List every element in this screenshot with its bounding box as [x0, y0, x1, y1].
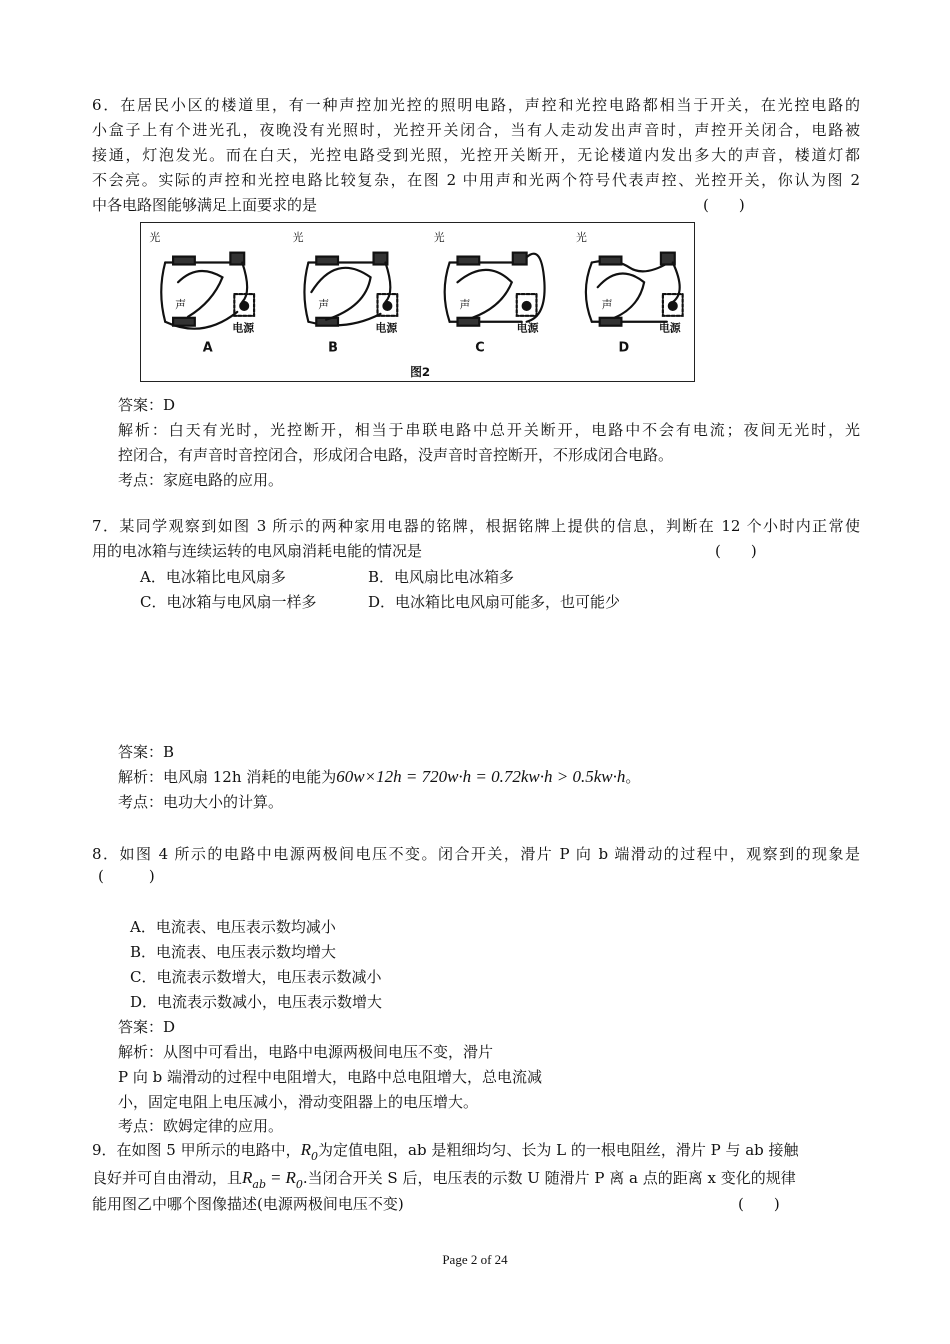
q9-rab-symbol: R — [242, 1168, 253, 1187]
circuit-c-sound-switch — [457, 318, 479, 326]
q7-analysis-suffix: 。 — [625, 768, 641, 786]
circuit-c-power-terminal — [523, 302, 531, 310]
figure-caption: 图2 — [410, 365, 431, 380]
q6-line-1: 6．在居民小区的楼道里，有一种声控加光控的照明电路，声控和光控电路都相当于开关，在光控电路的 — [92, 96, 860, 114]
q7-line-1: 7．某同学观察到如图 3 所示的两种家用电器的铭牌，根据铭牌上提供的信息，判断在 12 个小时内正常使 — [92, 517, 860, 535]
circuit-diagram-svg — [141, 223, 694, 381]
circuit-label-a: A — [202, 340, 213, 356]
q8-answer: 答案：D — [118, 1018, 176, 1036]
circuit-d-wire-right — [673, 263, 680, 303]
circuit-d-wire-left — [586, 263, 592, 322]
q7-option-a: A．电冰箱比电风扇多 — [140, 568, 286, 586]
q9-bracket: ( ) — [738, 1195, 780, 1213]
q8-option-c: C．电流表示数增大，电压表示数减小 — [130, 968, 382, 986]
q8-option-b: B．电流表、电压表示数均增大 — [130, 943, 337, 961]
q6-analysis-1: 解析：白天有光时，光控断开，相当于串联电路中总开关断开，电路中不会有电流；夜间无光时，光 — [118, 421, 860, 439]
q9-line-1-end: 为定值电阻，ab 是粗细均匀、长为 L 的一根电阻丝，滑片 P 与 ab 接触 — [318, 1141, 799, 1159]
q9-line-1 — [92, 1140, 799, 1167]
q8-option-a: A．电流表、电压表示数均减小 — [130, 918, 336, 936]
q6-line-5: 中各电路图能够满足上面要求的是 — [92, 196, 318, 214]
q7-point: 考点：电功大小的计算。 — [118, 793, 284, 811]
q6-bracket: ( ) — [703, 196, 745, 214]
q9-rab-subscript: ab — [252, 1178, 267, 1191]
q9-r0-symbol: R — [300, 1140, 312, 1159]
circuit-a-wire-left — [161, 263, 165, 322]
q7-option-d: D．电冰箱比电风扇可能多，也可能少 — [368, 593, 621, 611]
q7-answer: 答案：B — [118, 743, 175, 761]
circuit-b-power-terminal — [383, 302, 391, 310]
light-label-b: 光 — [292, 230, 304, 244]
q6-analysis-2: 控闭合，有声音时音控闭合，形成闭合电路，没声音时音控断开，不形成闭合电路。 — [118, 446, 674, 464]
q6-line-2: 小盒子上有个进光孔，夜晚没有光照时，光控开关闭合，当有人走动发出声音时，声控开关闭合，电路被 — [92, 121, 860, 139]
q7-analysis-prefix: 解析：电风扇 12h 消耗的电能为 — [118, 768, 337, 786]
circuit-a — [161, 253, 254, 329]
q8-option-d: D．电流表示数减小，电压表示数增大 — [130, 993, 383, 1011]
q7-analysis — [118, 767, 640, 787]
q8-point: 考点：欧姆定律的应用。 — [118, 1117, 284, 1135]
circuit-a-power-terminal — [240, 302, 248, 310]
light-label-d: 光 — [575, 230, 587, 244]
q9-line-2-end: .当闭合开关 S 后，电压表的示数 U 随滑片 P 离 a 点的距离 x 变化的规律 — [302, 1169, 796, 1187]
q9-line-3: 能用图乙中哪个图像描述(电源两极间电压不变) — [92, 1195, 404, 1213]
circuit-b-wire-right — [385, 263, 390, 303]
power-label-d: 电源 — [658, 321, 681, 335]
circuit-d — [586, 253, 683, 326]
q7-bracket: ( ) — [715, 542, 757, 560]
q6-answer: 答案：D — [118, 396, 176, 414]
circuit-a-light-switch — [173, 257, 195, 265]
q9-line-1-start: 9．在如图 5 甲所示的电路中， — [92, 1141, 301, 1159]
q8-analysis-1: 解析：从图中可看出，电路中电源两极间电压不变，滑片 — [118, 1043, 494, 1061]
circuit-a-wire-right — [242, 263, 247, 303]
q8-analysis-2: P 向 b 端滑动的过程中电阻增大，电路中总电阻增大，总电流减 — [118, 1068, 543, 1086]
circuit-d-wire-loop — [598, 273, 644, 317]
q9-r0-symbol-2: R — [285, 1168, 296, 1187]
q9-equals: = — [270, 1168, 282, 1187]
q8-line-1: 8．如图 4 所示的电路中电源两极间电压不变。闭合开关，滑片 P 向 b 端滑动的过程中，观察到的现象是 — [92, 845, 860, 863]
q6-line-3: 接通，灯泡发光。而在白天，光控电路受到光照，光控开关断开，无论楼道内发出多大的声音，楼道灯都 — [92, 146, 860, 164]
q7-option-c: C．电冰箱与电风扇一样多 — [140, 593, 317, 611]
q7-formula: 60w×12h = 720w·h = 0.72kw·h > 0.5kw·h — [336, 767, 626, 786]
circuit-d-light-switch — [600, 257, 622, 265]
q6-point: 考点：家庭电路的应用。 — [118, 471, 284, 489]
circuit-c-wire-left — [445, 263, 450, 322]
circuit-b-wire-loop — [311, 268, 370, 320]
sound-label-c: 声 — [459, 297, 471, 311]
figure-2-circuits — [140, 222, 695, 382]
circuit-c-lamp — [513, 253, 527, 265]
circuit-c — [445, 253, 545, 326]
q8-bracket: ( ) — [98, 867, 155, 885]
q9-r0-subscript: 0 — [311, 1150, 319, 1163]
q9-line-2 — [92, 1168, 796, 1195]
power-label-a: 电源 — [232, 321, 255, 335]
q9-line-2-start: 良好并可自由滑动，且 — [92, 1169, 243, 1187]
circuit-d-sound-switch — [600, 318, 622, 326]
q9-r0-subscript-2: 0 — [295, 1178, 303, 1191]
q6-line-4: 不会亮。实际的声控和光控电路比较复杂，在图 2 中用声和光两个符号代表声控、光控开关，你认为图 2 — [92, 171, 860, 189]
q7-line-2: 用的电冰箱与连续运转的电风扇消耗电能的情况是 — [92, 542, 423, 560]
q7-option-b: B．电风扇比电冰箱多 — [368, 568, 515, 586]
circuit-d-power-terminal — [669, 302, 677, 310]
circuit-b-wire-left — [304, 263, 308, 322]
circuit-c-light-switch — [457, 257, 479, 265]
page-footer: Page 2 of 24 — [442, 1252, 508, 1267]
q8-analysis-3: 小，固定电阻上电压减小，滑动变阻器上的电压增大。 — [118, 1093, 479, 1111]
light-label-c: 光 — [433, 230, 445, 244]
circuit-label-c: C — [475, 340, 485, 356]
circuit-label-b: B — [328, 340, 338, 356]
power-label-b: 电源 — [375, 321, 398, 335]
circuit-a-sound-switch — [173, 318, 195, 326]
sound-label-b: 声 — [318, 297, 330, 311]
circuit-b — [304, 253, 397, 326]
circuit-label-d: D — [618, 340, 630, 356]
sound-label-a: 声 — [175, 297, 186, 311]
circuit-b-light-switch — [316, 257, 338, 265]
light-label-a: 光 — [149, 230, 161, 244]
power-label-c: 电源 — [516, 321, 539, 335]
sound-label-d: 声 — [601, 297, 613, 311]
